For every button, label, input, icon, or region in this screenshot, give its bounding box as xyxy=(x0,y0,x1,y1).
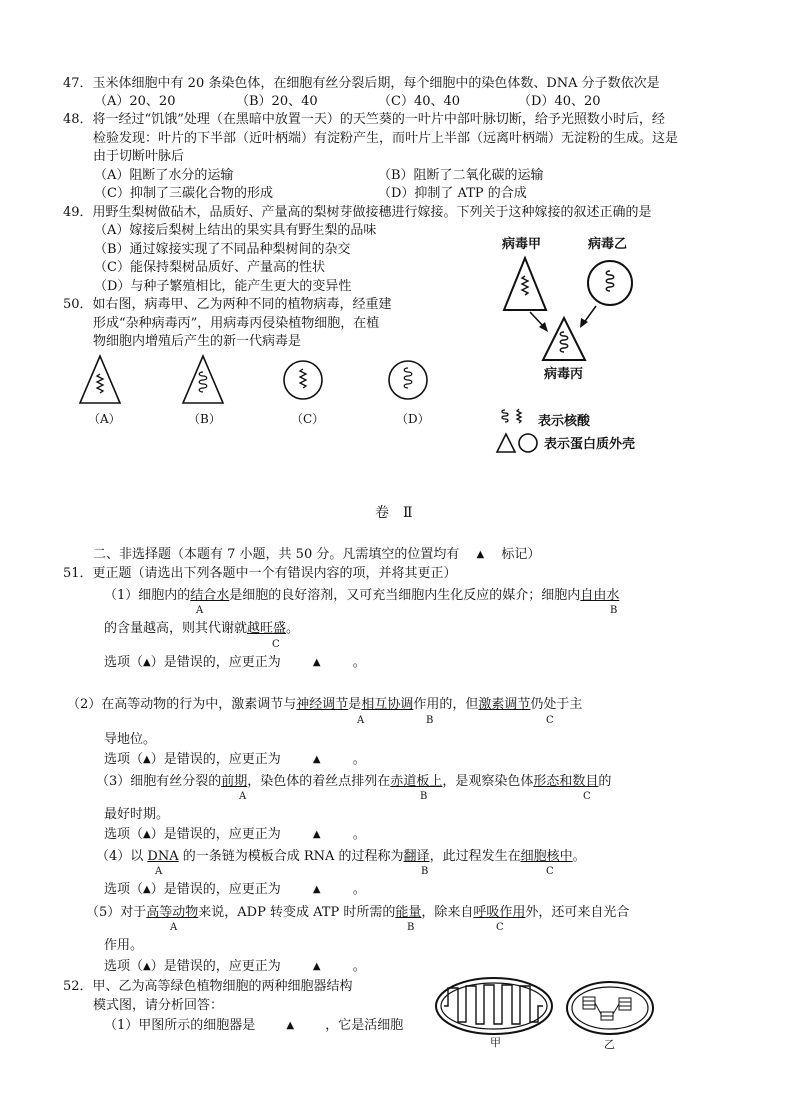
q51-2-option-a-text: 神经调节 xyxy=(296,697,349,712)
q51-3-option-c-text: 形态和数目 xyxy=(533,774,599,789)
virus-b-label: 病毒乙 xyxy=(588,237,628,252)
q50-option-label-d: （D） xyxy=(396,412,430,426)
q51-5-letter-a: A xyxy=(170,922,178,933)
q51-5-answer-blank[interactable]: ▲ xyxy=(312,961,321,972)
q48-stem-3: 由于切断叶脉后 xyxy=(93,149,185,164)
q51-4-option-c-text: 细胞核中 xyxy=(520,849,573,864)
q50-option-label-c: （C） xyxy=(291,412,325,426)
q48-option-c: （C）抑制了三碳化合物的形成 xyxy=(94,186,273,201)
q51-3-option-b-text: 赤道板上 xyxy=(390,774,443,789)
q51-item1-line1: （1）细胞内的结合水是细胞的良好溶剂，又可充当细胞内生化反应的媒介；细胞内自由水 xyxy=(104,588,620,603)
label-jia: 甲 xyxy=(490,1036,501,1049)
q51-1-option-c-text: 越旺盛 xyxy=(247,621,287,636)
virus-b-icon xyxy=(588,261,632,305)
q51-2-letter-b: B xyxy=(426,715,434,726)
virus-a-label: 病毒甲 xyxy=(502,237,542,252)
q48-option-a: （A）阻断了水分的运输 xyxy=(94,168,234,183)
q51-1-option-b-text: 自由水 xyxy=(580,588,620,603)
q51-item1-line2: 的含量越高，则其代谢就越旺盛。 xyxy=(104,621,300,636)
q51-5-answer: 选项（▲）是错误的，应更正为 ▲ 。 xyxy=(104,959,366,974)
q50-stem-1: 50．如右图，病毒甲、乙为两种不同的植物病毒，经重建 xyxy=(63,297,392,312)
q47-option-c: （C）40、40 xyxy=(378,94,461,109)
q51-2-option-c-text: 激素调节 xyxy=(478,697,531,712)
virus-recombination-diagram xyxy=(488,228,668,463)
q51-4-option-b-text: 翻译 xyxy=(403,849,430,864)
q51-4-letter-b: B xyxy=(421,866,429,877)
chloroplast-icon xyxy=(567,982,653,1034)
triangle-mark: ▲ xyxy=(476,549,485,560)
q48-option-b: （B）阻断了二氧化碳的运输 xyxy=(378,168,544,183)
q49-option-a: （A）嫁接后梨树上结出的果实具有野生梨的品味 xyxy=(94,223,377,238)
q51-4-letter-c: C xyxy=(546,866,554,877)
option-c-virus-icon xyxy=(284,361,322,399)
q51-item5-line2: 作用。 xyxy=(104,938,144,953)
q51-item2-line2: 导地位。 xyxy=(104,732,157,747)
nucleic-acid-legend-icon xyxy=(502,409,521,423)
q51-1-answer-blank[interactable]: ▲ xyxy=(312,657,321,668)
q51-item5-line1: （5）对于高等动物来说，ADP 转变成 ATP 时所需的能量，除来自呼吸作用外，还可来自光合 xyxy=(86,905,630,920)
q51-4-answer: 选项（▲）是错误的，应更正为 ▲ 。 xyxy=(104,882,366,897)
virus-c-label: 病毒丙 xyxy=(544,367,584,382)
q51-1-answer: 选项（▲）是错误的，应更正为 ▲ 。 xyxy=(104,655,366,670)
q51-item3-line1: （3）细胞有丝分裂的前期，染色体的着丝点排列在赤道板上，是观察染色体形态和数目的 xyxy=(96,774,612,789)
q51-2-letter-a: A xyxy=(357,715,365,726)
q47-stem: 47．玉米体细胞中有 20 条染色体，在细胞有丝分裂后期，每个细胞中的染色体数、DNA 分子数依次是 xyxy=(63,76,660,91)
q51-item2-line1: （2）在高等动物的行为中，激素调节与神经调节是相互协调作用的，但激素调节仍处于主 xyxy=(67,697,583,712)
q50-stem-3: 物细胞内增殖后产生的新一代病毒是 xyxy=(93,334,302,349)
q51-4-letter-a: A xyxy=(155,866,163,877)
mitochondrion-icon xyxy=(436,978,552,1034)
q52-stem-2: 模式图，请分析回答： xyxy=(93,998,224,1013)
q52-sub1: （1）甲图所示的细胞器是 ▲ ，它是活细胞 xyxy=(104,1018,404,1033)
q51-3-letter-c: C xyxy=(583,791,591,802)
q51-3-answer-blank[interactable]: ▲ xyxy=(312,829,321,840)
q51-1-option-a-text: 结合水 xyxy=(190,588,230,603)
q51-5-option-a-text: 高等动物 xyxy=(146,905,199,920)
option-d-virus-icon xyxy=(389,361,427,399)
q51-2-letter-c: C xyxy=(546,715,554,726)
q51-item3-line2: 最好时期。 xyxy=(104,807,170,822)
q51-1-letter-b: B xyxy=(610,605,618,616)
q51-title: 51．更正题（请选出下列各题中一个有错误内容的项，并将其更正） xyxy=(63,566,457,581)
virus-c-icon xyxy=(543,318,585,360)
q49-option-c: （C）能保持梨树品质好、产量高的性状 xyxy=(94,260,325,275)
organelle-diagram xyxy=(430,972,660,1052)
q48-stem-1: 48．将一经过“饥饿”处理（在黑暗中放置一天）的天竺葵的一叶片中部叶脉切断，给予光照数小时后，经 xyxy=(63,112,665,127)
q51-1-letter-c: C xyxy=(272,639,280,650)
q51-3-letter-b: B xyxy=(420,791,428,802)
q51-2-answer: 选项（▲）是错误的，应更正为 ▲ 。 xyxy=(104,752,366,767)
q50-option-label-a: （A） xyxy=(88,412,121,426)
q52-sub1-blank[interactable]: ▲ xyxy=(286,1020,295,1031)
part2-header: 二、非选择题（本题有 7 小题，共 50 分。凡需填空的位置均有 ▲ 标记） xyxy=(93,547,541,562)
q51-4-option-a-text: DNA xyxy=(147,849,179,864)
q51-5-option-b-text: 能量 xyxy=(395,905,422,920)
q52-stem-1: 52．甲、乙为高等绿色植物细胞的两种细胞器结构 xyxy=(63,979,353,994)
q48-option-d: （D）抑制了 ATP 的合成 xyxy=(378,186,527,201)
q50-option-label-b: （B） xyxy=(188,412,221,426)
q51-2-answer-blank[interactable]: ▲ xyxy=(312,754,321,765)
virus-a-icon xyxy=(504,258,546,310)
q48-stem-2: 检验发现：叶片的下半部（近叶柄端）有淀粉产生，而叶片上半部（远离叶柄端）无淀粉的生成。这是 xyxy=(93,131,679,146)
q50-option-figures xyxy=(70,350,450,410)
q51-5-letter-c: C xyxy=(496,922,504,933)
q47-option-d: （D）40、20 xyxy=(518,94,601,109)
q49-option-d: （D）与种子繁殖相比，能产生更大的变异性 xyxy=(94,279,352,294)
q51-4-answer-blank[interactable]: ▲ xyxy=(312,884,321,895)
q51-item4-line1: （4）以 DNA 的一条链为模板合成 RNA 的过程称为翻译，此过程发生在细胞核中。 xyxy=(96,849,586,864)
q49-option-b: （B）通过嫁接实现了不同品种梨树间的杂交 xyxy=(94,242,351,257)
option-a-virus-icon xyxy=(80,356,120,403)
q47-option-a: （A）20、20 xyxy=(94,94,176,109)
section-title: 卷 Ⅱ xyxy=(375,505,413,521)
q49-stem: 49．用野生梨树做砧木，品质好、产量高的梨树芽做接穗进行嫁接。下列关于这种嫁接的叙述正确的是 xyxy=(63,205,652,220)
q51-5-option-c-text: 呼吸作用 xyxy=(473,905,526,920)
q50-stem-2: 形成“杂种病毒丙”，用病毒丙侵染植物细胞，在植 xyxy=(93,316,380,331)
q51-3-letter-a: A xyxy=(239,791,247,802)
q51-3-answer: 选项（▲）是错误的，应更正为 ▲ 。 xyxy=(104,827,366,842)
legend-nucleic-acid: 表示核酸 xyxy=(538,414,591,429)
q47-option-b: （B）20、40 xyxy=(236,94,318,109)
legend-protein-shell: 表示蛋白质外壳 xyxy=(544,437,636,452)
label-yi: 乙 xyxy=(604,1038,615,1051)
protein-shell-legend-icon xyxy=(497,434,537,452)
q51-5-letter-b: B xyxy=(407,922,415,933)
option-b-virus-icon xyxy=(183,356,223,403)
q51-3-option-a-text: 前期 xyxy=(221,774,248,789)
q51-2-option-b-text: 相互协调 xyxy=(361,697,414,712)
q51-1-letter-a: A xyxy=(196,605,204,616)
